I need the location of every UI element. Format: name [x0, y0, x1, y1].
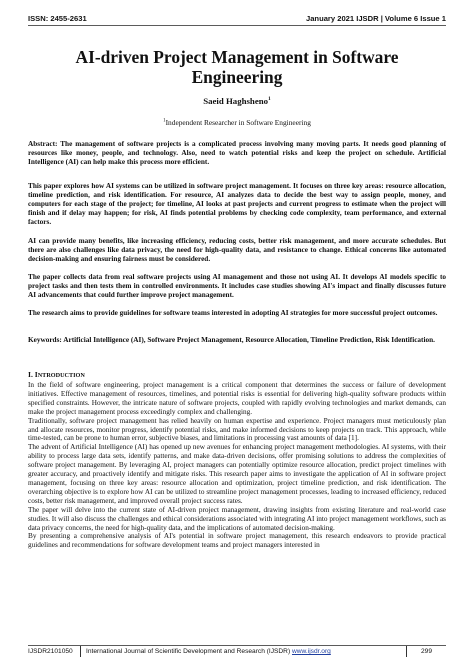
footer-divider	[28, 645, 446, 646]
section-title-rest: NTRODUCTION	[37, 372, 85, 379]
affiliation-superscript: 1	[163, 118, 166, 124]
abstract-paragraph-3: AI can provide many benefits, like increasing efficiency, reducing costs, better risk management, and more accurate schedules. But there are also challenges like data privacy, the need for high-quality data, and resistance to change. Ethical concerns like automated decision-making and ensuring fairness must be considered.	[28, 237, 446, 264]
paper-id: IJSDR2101050	[28, 648, 73, 655]
page-number: 299	[420, 648, 432, 655]
affiliation-line	[28, 118, 446, 127]
footer-journal	[86, 648, 331, 655]
intro-paragraph-2: Traditionally, software project management has relied heavily on human expertise and experience. Project managers must meticulously plan and allocate resources, monitor progress, identify potential risks, and make informed decisions to keep projects on track. This approach, while time-tested, can be prone to human error, subjective biases, and limitations in processing vast amounts of data [1].	[28, 416, 446, 443]
abstract-paragraph-2: This paper explores how AI systems can be utilized in software project management. It focuses on three key areas: resource allocation, timeline prediction, and risk identification. For resource, AI analyzes data to decide the best way to assign people, money, and computers for each stage of the project; for timeline, AI looks at past projects and current progress to estimate when the project will finish and if delay may happen; for risk, AI finds potential problems by checking code complexity, team performance, and external factors.	[28, 182, 446, 227]
abstract-paragraph-1: Abstract: The management of software projects is a complicated process involving many moving parts. It needs good planning of resources like money, people, and technology. Also, need to watch potential risks and keep the project on schedule. Artificial Intelligence (AI) can help make this process more efficient.	[28, 140, 446, 167]
section-number: I. I	[28, 370, 38, 379]
intro-paragraph-3: The advent of Artificial Intelligence (AI) has opened up new avenues for enhancing project management methodologies. AI systems, with their ability to process large data sets, identify patterns, and make data-driven decisions, offer promising solutions to address the complexities of software project management. By leveraging AI, project managers can potentially optimize resource allocation, predict project timelines with greater accuracy, and proactively identify and mitigate risks. This research paper aims to investigate the application of AI in software project management, focusing on three key areas: resource allocation and optimization, project timeline prediction, and risk identification. The overarching objective is to explore how AI can be utilized to streamline project management processes, leading to increased efficiency, reduced costs, better risk management, and improved overall project success rates.	[28, 443, 446, 505]
author-name: Saeid Haghsheno	[203, 96, 269, 106]
issue-label: January 2021 IJSDR | Volume 6 Issue 1	[305, 14, 446, 23]
page-footer	[28, 645, 446, 659]
abstract-paragraph-4: The paper collects data from real software projects using AI management and those not using AI. It develops AI models specific to project tasks and then tests them in controlled environments. It includes case studies showing AI's impact and finally discusses future AI advancements that could further improve project management.	[28, 273, 446, 300]
section-heading-introduction	[28, 370, 85, 379]
page-header	[28, 14, 446, 30]
author-line	[28, 96, 446, 106]
journal-website-link[interactable]: www.ijsdr.org	[291, 648, 331, 655]
intro-paragraph-1: In the field of software engineering, project management is a critical component that determines the success or failure of development initiatives. Effective management of resources, timelines, and potential risks is essential for delivering high-quality software products within specified constraints. However, the intricate nature of software projects, coupled with rapidly evolving technologies and market demands, can make the project management process exceedingly complex and challenging.	[28, 381, 446, 416]
abstract-paragraph-5: The research aims to provide guidelines for software teams interested in adopting AI strategies for more successful project outcomes.	[28, 309, 438, 317]
issn-label: ISSN: 2455-2631	[28, 14, 87, 23]
header-divider	[28, 25, 446, 26]
footer-separator	[80, 646, 81, 657]
introduction-body	[28, 381, 446, 550]
affiliation-text: Independent Researcher in Software Engineering	[165, 118, 311, 127]
intro-paragraph-4: The paper will delve into the current state of AI-driven project management, drawing insights from existing literature and real-world case studies. It will also discuss the challenges and ethical considerations associated with integrating AI into project management workflows, such as data privacy concerns, the need for high-quality data, and the implications of automated decision-making.	[28, 505, 446, 532]
keywords: Keywords: Artificial Intelligence (AI), Software Project Management, Resource Allocation, Timeline Prediction, Risk Identification.	[28, 336, 435, 344]
paper-title: AI-driven Project Management in Software Engineering	[75, 47, 399, 87]
intro-paragraph-5: By presenting a comprehensive analysis of AI's potential in software project management, this research endeavors to provide practical guidelines and recommendations for software development teams and project managers interested in	[28, 532, 446, 550]
author-superscript: 1	[268, 96, 271, 103]
journal-name: International Journal of Scientific Development and Research (IJSDR)	[86, 648, 291, 655]
footer-separator	[406, 646, 407, 657]
